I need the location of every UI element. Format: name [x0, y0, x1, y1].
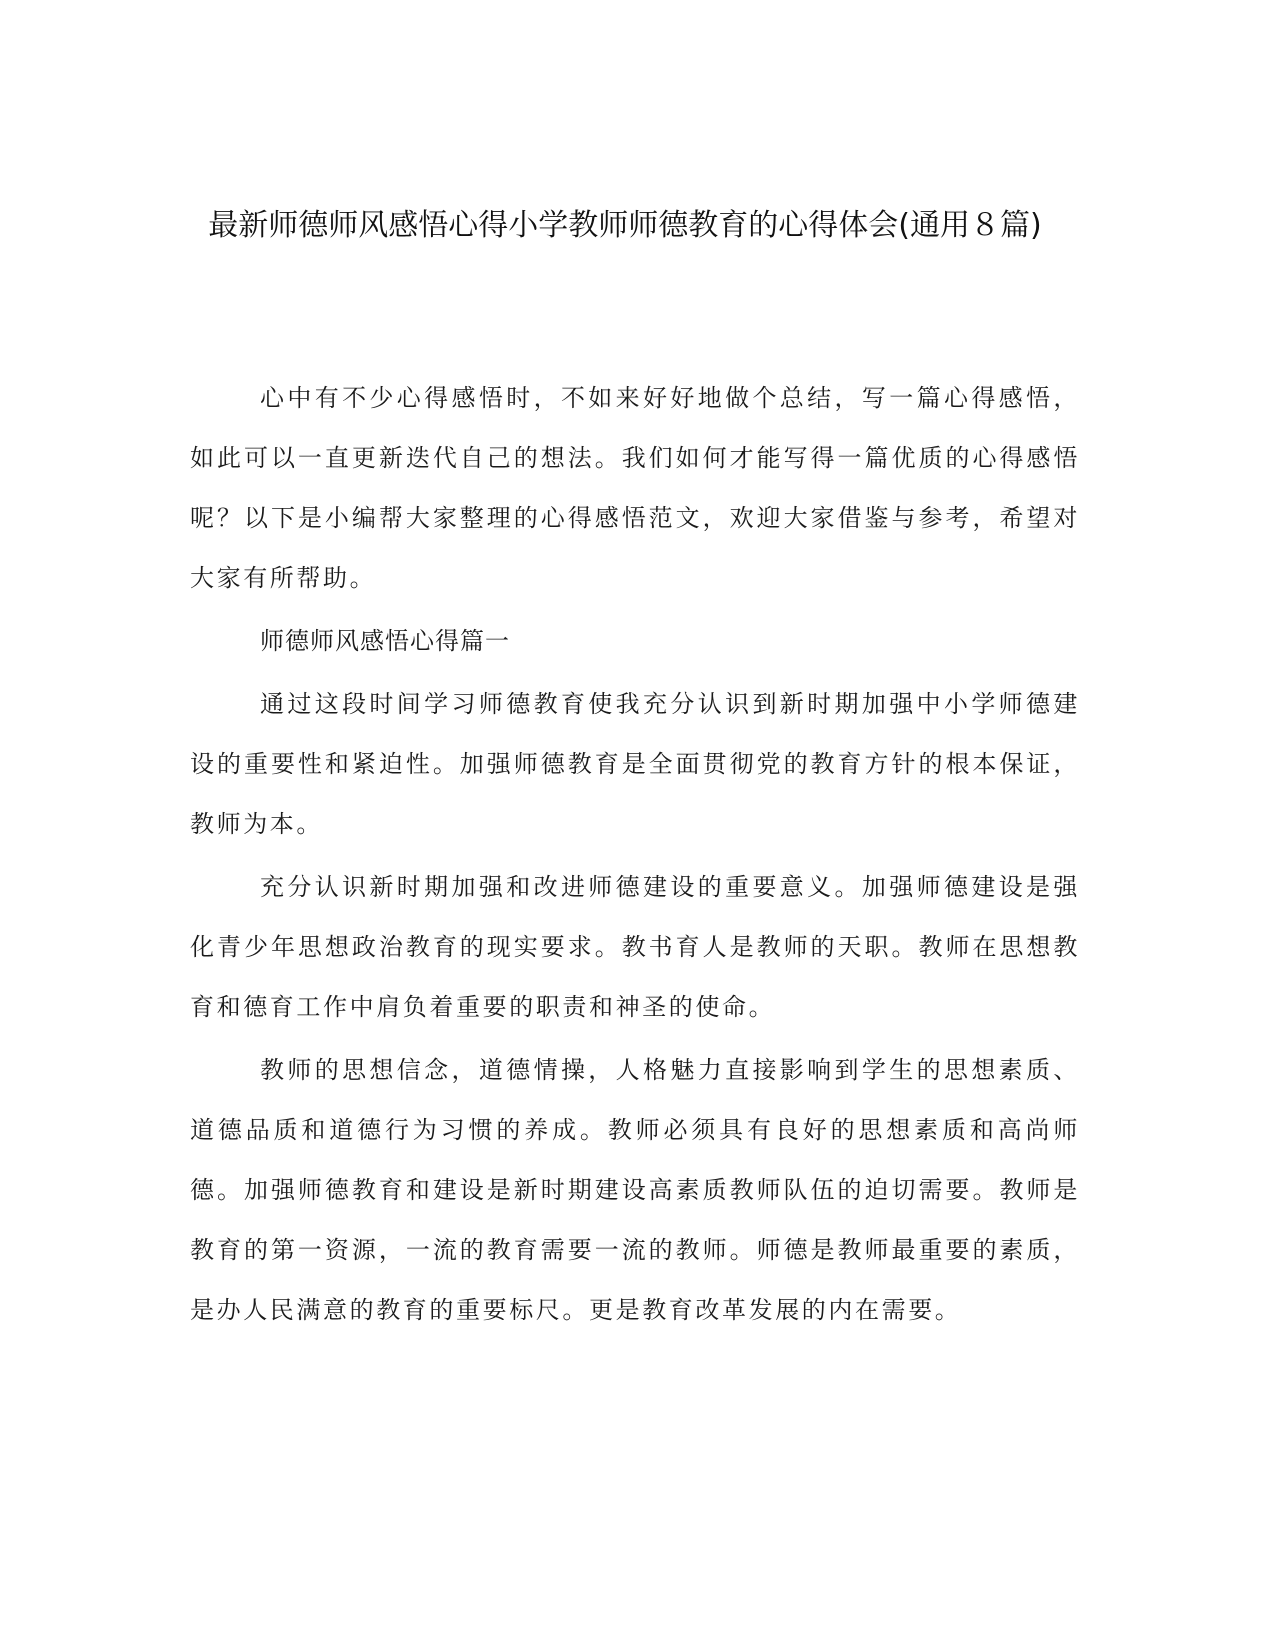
body-paragraph: 充分认识新时期加强和改进师德建设的重要意义。加强师德建设是强化青少年思想政治教育的现实要求。教书育人是教师的天职。教师在思想教育和德育工作中肩负着重要的职责和神圣的使命。 — [190, 873, 1080, 1021]
body-paragraph: 教师的思想信念，道德情操，人格魅力直接影响到学生的思想素质、道德品质和道德行为习惯的养成。教师必须具有良好的思想素质和高尚师德。加强师德教育和建设是新时期建设高素质教师队伍的迫切需要。教师是教育的第一资源，一流的教育需要一流的教师。师德是教师最重要的素质，是办人民满意的教育的重要标尺。更是教育改革发展的内在需要。 — [190, 1056, 1080, 1324]
document-title: 最新师德师风感悟心得小学教师师德教育的心得体会(通用８篇) — [208, 208, 1042, 243]
intro-paragraph: 心中有不少心得感悟时，不如来好好地做个总结，写一篇心得感悟，如此可以一直更新迭代自己的想法。我们如何才能写得一篇优质的心得感悟呢？以下是小编帮大家整理的心得感悟范文，欢迎大家借鉴与参考，希望对大家有所帮助。 — [190, 384, 1080, 592]
section-heading: 师德师风感悟心得篇一 — [260, 627, 510, 655]
body-paragraph: 通过这段时间学习师德教育使我充分认识到新时期加强中小学师德建设的重要性和紧迫性。加强师德教育是全面贯彻党的教育方针的根本保证，教师为本。 — [190, 690, 1080, 838]
document-body — [190, 368, 1080, 1343]
